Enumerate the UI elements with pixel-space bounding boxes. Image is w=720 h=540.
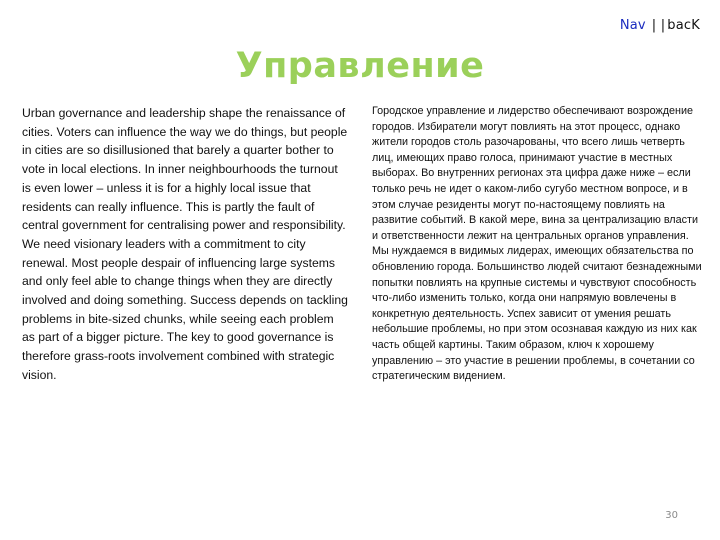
russian-text-column: Городское управление и лидерство обеспечивают возрождение городов. Избиратели могут повлиять на этот процесс, однако жители городов столь разочарованы, что всего лишь четверть лиц, имеющих право голоса, принимают участие в местных выборах. Во внутренних регионах эта цифра даже ниже – если только речь не идет о каком-либо сугубо местном вопросе, и в этом случае резиденты могут по-настоящему повлиять на развитие событий. В какой мере, вина за централизацию власти и ответственности лежит на центральных органов управления. Мы нуждаемся в видимых лидерах, имеющих обязательства по обновлению города. Большинство людей считают безнадежными попытки повлиять на крупные системы и чувствуют способность что-либо изменить только, когда они напрямую вовлечены в конкретную деятельность. Успех зависит от умения решать небольшие проблемы, но при этом осознавая каждую из них как часть общей картины. Таким образом, ключ к хорошему управлению – это участие в решении проблемы, в сочетании со стратегическим видением. — [372, 105, 702, 383]
slide-title: Управление — [235, 46, 485, 86]
english-text-column: Urban governance and leadership shape the renaissance of cities. Voters can influence the way we do things, but people in cities are so disillusioned that barely a quarter bother to vote in local elections. In inner neighbourhoods the turnout is even lower – unless it is for a highly local issue that residents can really influence. This is partly the fault of central government for centralising power and responsibility. We need visionary leaders with a commitment to city renewal. Most people despair of influencing large systems and only feel able to change things when they are directly involved and doing something. Success depends on tackling problems in bite-sized chunks, while seeing each problem as part of a bigger picture. The key to good governance is therefore grass-roots involvement combined with strategic vision. — [22, 106, 348, 382]
nav-back-link[interactable]: bacK — [667, 18, 700, 33]
nav-forward-link[interactable]: Nav — [619, 18, 646, 33]
nav-separator: | | — [651, 18, 666, 33]
nav-bar — [620, 18, 700, 33]
page-number: 30 — [665, 510, 678, 521]
